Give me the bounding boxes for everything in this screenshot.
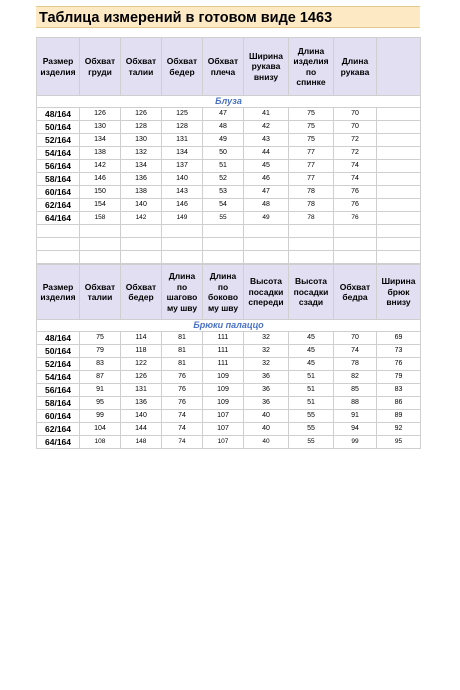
value-cell: 89	[377, 410, 421, 423]
value-cell: 41	[244, 108, 289, 121]
blouse-header-text: Ширина	[248, 50, 284, 61]
size-cell: 52/164	[37, 134, 80, 147]
value-cell: 144	[121, 423, 162, 436]
blouse-header-text: Обхват	[84, 56, 116, 66]
blouse-header-text: бедер	[169, 66, 195, 77]
value-cell: 76	[162, 397, 203, 410]
value-cell: 149	[162, 212, 203, 225]
value-cell: 111	[203, 332, 244, 345]
value-cell: 140	[121, 410, 162, 423]
blouse-header-text: рукава	[340, 66, 370, 77]
pants-header-text: Высота	[295, 276, 327, 287]
value-cell	[377, 108, 421, 121]
value-cell: 95	[377, 436, 421, 449]
pants-header-text: по	[217, 281, 229, 292]
value-cell: 40	[244, 410, 289, 423]
blouse-header-cell	[244, 38, 289, 96]
value-cell: 146	[162, 199, 203, 212]
value-cell	[377, 173, 421, 186]
table-row	[37, 212, 421, 225]
value-cell: 70	[334, 108, 377, 121]
value-cell: 48	[203, 121, 244, 134]
pants-header-text: му шву	[166, 302, 198, 313]
pants-header-text: Длина	[209, 271, 237, 281]
table-row	[37, 423, 421, 436]
value-cell: 51	[203, 160, 244, 173]
value-cell: 122	[121, 358, 162, 371]
pants-header-cell	[289, 265, 334, 320]
pants-header-text: Обхват	[339, 281, 371, 292]
value-cell: 79	[80, 345, 121, 358]
pants-header-cell	[121, 265, 162, 320]
pants-header-cell	[203, 265, 244, 320]
value-cell: 74	[334, 173, 377, 186]
size-cell: 64/164	[37, 436, 80, 449]
pants-section-label: Брюки палаццо	[37, 320, 421, 332]
table-row	[37, 384, 421, 397]
value-cell: 47	[203, 108, 244, 121]
value-cell: 40	[244, 423, 289, 436]
pants-header-cell	[244, 265, 289, 320]
table-row	[37, 371, 421, 384]
value-cell: 50	[203, 147, 244, 160]
pants-header-text: бедра	[342, 292, 368, 302]
value-cell: 140	[121, 199, 162, 212]
table-row	[37, 186, 421, 199]
pants-header-text: сзади	[298, 297, 324, 308]
table-row	[37, 108, 421, 121]
pants-header-text: бедер	[128, 292, 154, 302]
pants-header-text: Длина	[168, 271, 196, 281]
blouse-header-cell	[334, 38, 377, 96]
value-cell: 55	[289, 410, 334, 423]
value-cell: 130	[80, 121, 121, 134]
value-cell: 47	[244, 186, 289, 199]
value-cell: 134	[121, 160, 162, 173]
blouse-header-text: Размер	[42, 56, 74, 66]
value-cell: 70	[334, 332, 377, 345]
value-cell: 75	[289, 134, 334, 147]
pants-header-text: Размер	[42, 281, 74, 292]
blank-row	[37, 251, 421, 264]
blouse-header-cell	[203, 38, 244, 96]
value-cell: 74	[162, 410, 203, 423]
value-cell: 81	[162, 345, 203, 358]
table-row	[37, 410, 421, 423]
value-cell: 78	[289, 212, 334, 225]
pants-header-text: талии	[87, 292, 113, 302]
value-cell: 83	[80, 358, 121, 371]
pants-header-text: Обхват	[84, 281, 116, 292]
pants-header-text: Обхват	[125, 281, 157, 292]
value-cell: 40	[244, 436, 289, 449]
size-cell: 62/164	[37, 423, 80, 436]
value-cell: 136	[121, 173, 162, 186]
value-cell: 45	[244, 160, 289, 173]
value-cell: 45	[289, 332, 334, 345]
pants-header-text: посадки	[248, 286, 284, 297]
value-cell: 111	[203, 345, 244, 358]
value-cell: 158	[80, 212, 121, 225]
value-cell: 74	[334, 345, 377, 358]
blouse-header-text: Длина	[341, 56, 369, 66]
value-cell: 126	[121, 108, 162, 121]
pants-header-text: изделия	[40, 292, 76, 302]
value-cell: 132	[121, 147, 162, 160]
pants-table	[36, 264, 421, 449]
value-cell: 154	[80, 199, 121, 212]
blouse-header-text: плеча	[210, 66, 236, 77]
size-cell: 50/164	[37, 345, 80, 358]
value-cell: 92	[377, 423, 421, 436]
value-cell: 131	[162, 134, 203, 147]
blouse-header-text: Длина	[297, 45, 325, 56]
value-cell: 76	[377, 358, 421, 371]
value-cell: 55	[203, 212, 244, 225]
pants-header-text: шагово	[166, 292, 198, 302]
size-cell: 58/164	[37, 173, 80, 186]
value-cell: 107	[203, 410, 244, 423]
value-cell: 88	[334, 397, 377, 410]
value-cell: 32	[244, 332, 289, 345]
value-cell: 76	[162, 371, 203, 384]
value-cell: 52	[203, 173, 244, 186]
value-cell: 51	[289, 371, 334, 384]
value-cell: 78	[289, 186, 334, 199]
value-cell: 143	[162, 186, 203, 199]
value-cell	[377, 134, 421, 147]
blank-row	[37, 238, 421, 251]
value-cell: 99	[334, 436, 377, 449]
size-cell: 58/164	[37, 397, 80, 410]
value-cell: 78	[289, 199, 334, 212]
value-cell: 75	[289, 108, 334, 121]
value-cell: 148	[121, 436, 162, 449]
size-cell: 54/164	[37, 371, 80, 384]
value-cell: 76	[334, 212, 377, 225]
blouse-section-label: Блуза	[37, 96, 421, 108]
value-cell: 134	[80, 134, 121, 147]
size-cell: 54/164	[37, 147, 80, 160]
value-cell: 99	[80, 410, 121, 423]
pants-header-cell	[37, 265, 80, 320]
value-cell: 55	[289, 436, 334, 449]
pants-header-text: боково	[207, 292, 239, 302]
value-cell: 81	[162, 358, 203, 371]
value-cell: 36	[244, 384, 289, 397]
blouse-header-cell	[121, 38, 162, 96]
blouse-header-cell	[80, 38, 121, 96]
value-cell: 109	[203, 371, 244, 384]
value-cell: 51	[289, 397, 334, 410]
value-cell: 111	[203, 358, 244, 371]
blouse-header-text: по	[305, 66, 317, 77]
size-cell: 60/164	[37, 410, 80, 423]
value-cell: 138	[121, 186, 162, 199]
pants-header-text: посадки	[293, 286, 329, 297]
value-cell: 142	[121, 212, 162, 225]
value-cell: 32	[244, 345, 289, 358]
pants-header-text: внизу	[386, 297, 411, 308]
value-cell: 49	[203, 134, 244, 147]
value-cell: 107	[203, 436, 244, 449]
value-cell: 136	[121, 397, 162, 410]
value-cell: 77	[289, 147, 334, 160]
value-cell: 126	[80, 108, 121, 121]
value-cell: 125	[162, 108, 203, 121]
blouse-table	[36, 37, 421, 264]
value-cell: 82	[334, 371, 377, 384]
value-cell: 75	[289, 121, 334, 134]
value-cell: 78	[334, 358, 377, 371]
table-row	[37, 121, 421, 134]
value-cell: 86	[377, 397, 421, 410]
value-cell: 74	[334, 160, 377, 173]
size-cell: 56/164	[37, 384, 80, 397]
value-cell: 150	[80, 186, 121, 199]
size-cell: 50/164	[37, 121, 80, 134]
blank-row	[37, 225, 421, 238]
pants-body	[37, 332, 421, 449]
value-cell: 91	[334, 410, 377, 423]
blouse-header-cell	[289, 38, 334, 96]
table-row	[37, 332, 421, 345]
value-cell: 43	[244, 134, 289, 147]
size-cell: 52/164	[37, 358, 80, 371]
table-row	[37, 160, 421, 173]
value-cell: 69	[377, 332, 421, 345]
value-cell: 109	[203, 384, 244, 397]
table-row	[37, 436, 421, 449]
value-cell: 45	[289, 358, 334, 371]
value-cell	[377, 160, 421, 173]
table-row	[37, 173, 421, 186]
value-cell: 75	[80, 332, 121, 345]
value-cell: 128	[162, 121, 203, 134]
value-cell: 44	[244, 147, 289, 160]
value-cell	[377, 186, 421, 199]
value-cell: 107	[203, 423, 244, 436]
blouse-header-text: спинке	[296, 77, 326, 87]
value-cell: 108	[80, 436, 121, 449]
blouse-header-row	[37, 38, 421, 96]
value-cell: 51	[289, 384, 334, 397]
value-cell	[377, 199, 421, 212]
blouse-header-cell	[377, 38, 421, 96]
blouse-body	[37, 108, 421, 225]
blouse-header-text: Обхват	[166, 56, 198, 66]
value-cell: 91	[80, 384, 121, 397]
value-cell: 55	[289, 423, 334, 436]
value-cell: 49	[244, 212, 289, 225]
value-cell: 118	[121, 345, 162, 358]
value-cell: 128	[121, 121, 162, 134]
value-cell: 32	[244, 358, 289, 371]
value-cell: 131	[121, 384, 162, 397]
value-cell: 85	[334, 384, 377, 397]
value-cell: 74	[162, 436, 203, 449]
value-cell: 45	[289, 345, 334, 358]
size-cell: 64/164	[37, 212, 80, 225]
value-cell: 142	[80, 160, 121, 173]
pants-header-text: по	[176, 281, 188, 292]
blouse-section-row	[37, 96, 421, 108]
value-cell: 126	[121, 371, 162, 384]
value-cell: 54	[203, 199, 244, 212]
blouse-header-text: Обхват	[125, 56, 157, 66]
value-cell	[377, 147, 421, 160]
blouse-header-cell	[37, 38, 80, 96]
value-cell: 46	[244, 173, 289, 186]
value-cell: 87	[80, 371, 121, 384]
pants-header-cell	[334, 265, 377, 320]
value-cell: 77	[289, 160, 334, 173]
size-cell: 48/164	[37, 108, 80, 121]
value-cell: 104	[80, 423, 121, 436]
table-row	[37, 199, 421, 212]
pants-header-text: спереди	[248, 297, 284, 308]
value-cell: 70	[334, 121, 377, 134]
pants-header-text: му шву	[207, 302, 239, 313]
blouse-header-text: изделия	[40, 66, 76, 77]
value-cell: 73	[377, 345, 421, 358]
pants-header-cell	[377, 265, 421, 320]
blouse-header-text: внизу	[253, 71, 279, 82]
blouse-header-cell	[162, 38, 203, 96]
value-cell: 77	[289, 173, 334, 186]
pants-header-text: Ширина	[381, 276, 416, 287]
value-cell: 94	[334, 423, 377, 436]
pants-header-row	[37, 265, 421, 320]
blouse-header-text: талии	[128, 66, 154, 77]
pants-section-row	[37, 320, 421, 332]
value-cell: 114	[121, 332, 162, 345]
value-cell: 79	[377, 371, 421, 384]
value-cell: 137	[162, 160, 203, 173]
value-cell: 81	[162, 332, 203, 345]
value-cell	[377, 121, 421, 134]
value-cell: 76	[162, 384, 203, 397]
value-cell	[377, 212, 421, 225]
table-row	[37, 358, 421, 371]
value-cell: 72	[334, 147, 377, 160]
value-cell: 36	[244, 397, 289, 410]
size-cell: 60/164	[37, 186, 80, 199]
size-cell: 56/164	[37, 160, 80, 173]
blouse-header-text: Обхват	[207, 56, 239, 66]
value-cell: 140	[162, 173, 203, 186]
value-cell: 48	[244, 199, 289, 212]
pants-header-cell	[80, 265, 121, 320]
pants-header-text: брюк	[387, 286, 410, 297]
blouse-header-text: рукава	[251, 61, 281, 72]
value-cell: 74	[162, 423, 203, 436]
value-cell: 76	[334, 186, 377, 199]
size-cell: 62/164	[37, 199, 80, 212]
value-cell: 95	[80, 397, 121, 410]
value-cell: 42	[244, 121, 289, 134]
table-row	[37, 147, 421, 160]
value-cell: 72	[334, 134, 377, 147]
value-cell: 134	[162, 147, 203, 160]
size-cell: 48/164	[37, 332, 80, 345]
value-cell: 53	[203, 186, 244, 199]
table-row	[37, 397, 421, 410]
pants-header-text: Высота	[250, 276, 282, 287]
blouse-header-text: изделия	[293, 56, 329, 66]
table-row	[37, 345, 421, 358]
table-row	[37, 134, 421, 147]
blouse-header-text: груди	[88, 66, 112, 77]
value-cell: 138	[80, 147, 121, 160]
value-cell: 109	[203, 397, 244, 410]
value-cell: 76	[334, 199, 377, 212]
value-cell: 146	[80, 173, 121, 186]
value-cell: 83	[377, 384, 421, 397]
value-cell: 130	[121, 134, 162, 147]
value-cell: 36	[244, 371, 289, 384]
page-title: Таблица измерений в готовом виде 1463	[36, 6, 420, 28]
pants-header-cell	[162, 265, 203, 320]
